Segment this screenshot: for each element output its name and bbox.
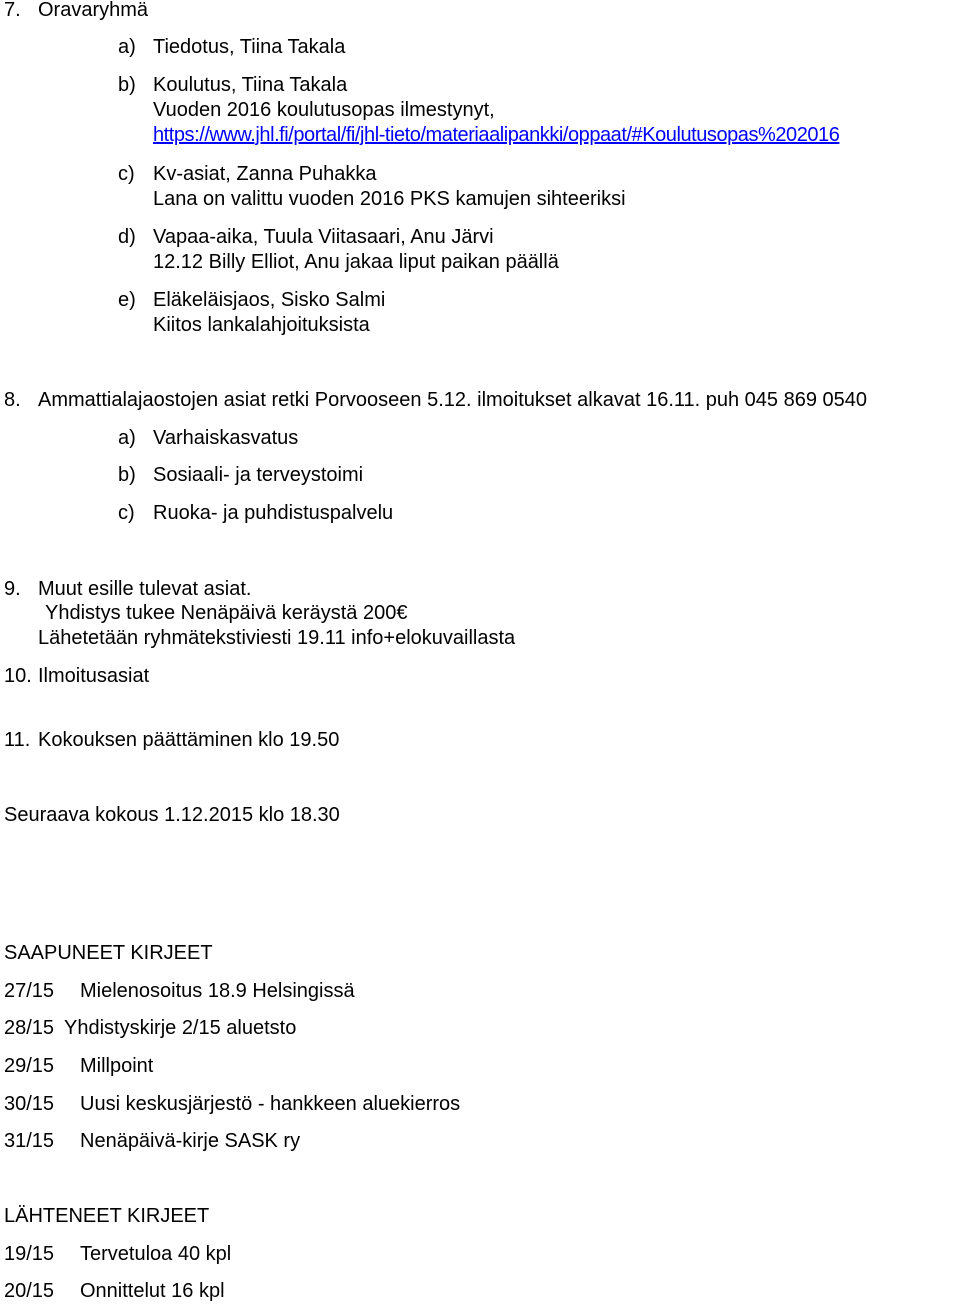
- letter-id: 29/15: [4, 1055, 55, 1077]
- item-label: c): [118, 502, 135, 524]
- item-label: b): [118, 464, 136, 486]
- section-number: 8.: [4, 389, 21, 411]
- item-text: Kv-asiat, Zanna Puhakka: [153, 163, 377, 185]
- item-text: Koulutus, Tiina Takala: [153, 74, 348, 96]
- item-text: 12.12 Billy Elliot, Anu jakaa liput paikan päällä: [153, 251, 559, 273]
- item-label: b): [118, 74, 136, 96]
- item-text: Vapaa-aika, Tuula Viitasaari, Anu Järvi: [153, 226, 494, 248]
- letter-id: 20/15: [4, 1280, 55, 1302]
- section-number: 10.: [4, 665, 32, 687]
- item-label: d): [118, 226, 136, 248]
- letter-text: Yhdistyskirje 2/15 aluetsto: [64, 1017, 297, 1039]
- letter-text: Nenäpäivä-kirje SASK ry: [80, 1130, 301, 1152]
- letter-id: 30/15: [4, 1093, 55, 1115]
- letter-text: Millpoint: [80, 1055, 154, 1077]
- item-text: Sosiaali- ja terveystoimi: [153, 464, 364, 486]
- section-title: Kokouksen päättäminen klo 19.50: [38, 729, 340, 751]
- next-meeting: Seuraava kokous 1.12.2015 klo 18.30: [4, 804, 340, 826]
- section-title: Muut esille tulevat asiat.: [38, 578, 252, 600]
- section-number: 11.: [4, 729, 31, 751]
- letter-id: 19/15: [4, 1243, 55, 1265]
- item-label: c): [118, 163, 135, 185]
- section-text: Yhdistys tukee Nenäpäivä keräystä 200€: [45, 602, 408, 624]
- section-number: 9.: [4, 578, 21, 600]
- outgoing-heading: LÄHTENEET KIRJEET: [4, 1205, 210, 1227]
- letter-id: 27/15: [4, 980, 55, 1002]
- item-text: Eläkeläisjaos, Sisko Salmi: [153, 289, 386, 311]
- item-text: Kiitos lankalahjoituksista: [153, 314, 370, 336]
- letter-text: Mielenosoitus 18.9 Helsingissä: [80, 980, 355, 1002]
- item-text: Vuoden 2016 koulutusopas ilmestynyt,: [153, 99, 495, 121]
- item-text: Ruoka- ja puhdistuspalvelu: [153, 502, 394, 524]
- letter-id: 28/15: [4, 1017, 55, 1039]
- incoming-heading: SAAPUNEET KIRJEET: [4, 942, 213, 964]
- section-number: 7.: [4, 0, 21, 21]
- item-label: e): [118, 289, 136, 311]
- item-text: Varhaiskasvatus: [153, 427, 299, 449]
- letter-text: Tervetuloa 40 kpl: [80, 1243, 232, 1265]
- item-label: a): [118, 427, 136, 449]
- koulutusopas-link[interactable]: https://www.jhl.fi/portal/fi/jhl-tieto/materiaalipankki/oppaat/#Koulutusopas%202016: [153, 124, 840, 146]
- letter-id: 31/15: [4, 1130, 55, 1152]
- section-title: Oravaryhmä: [38, 0, 149, 21]
- item-text: Tiedotus, Tiina Takala: [153, 36, 346, 58]
- letter-text: Onnittelut 16 kpl: [80, 1280, 225, 1302]
- item-label: a): [118, 36, 136, 58]
- section-title: Ammattialajaostojen asiat retki Porvooseen 5.12. ilmoitukset alkavat 16.11. puh 045 869 0540: [38, 389, 868, 411]
- letter-text: Uusi keskusjärjestö - hankkeen aluekierros: [80, 1093, 461, 1115]
- section-title: Ilmoitusasiat: [38, 665, 150, 687]
- item-text: Lana on valittu vuoden 2016 PKS kamujen sihteeriksi: [153, 188, 626, 210]
- section-text: Lähetetään ryhmätekstiviesti 19.11 info+elokuvaillasta: [38, 627, 516, 649]
